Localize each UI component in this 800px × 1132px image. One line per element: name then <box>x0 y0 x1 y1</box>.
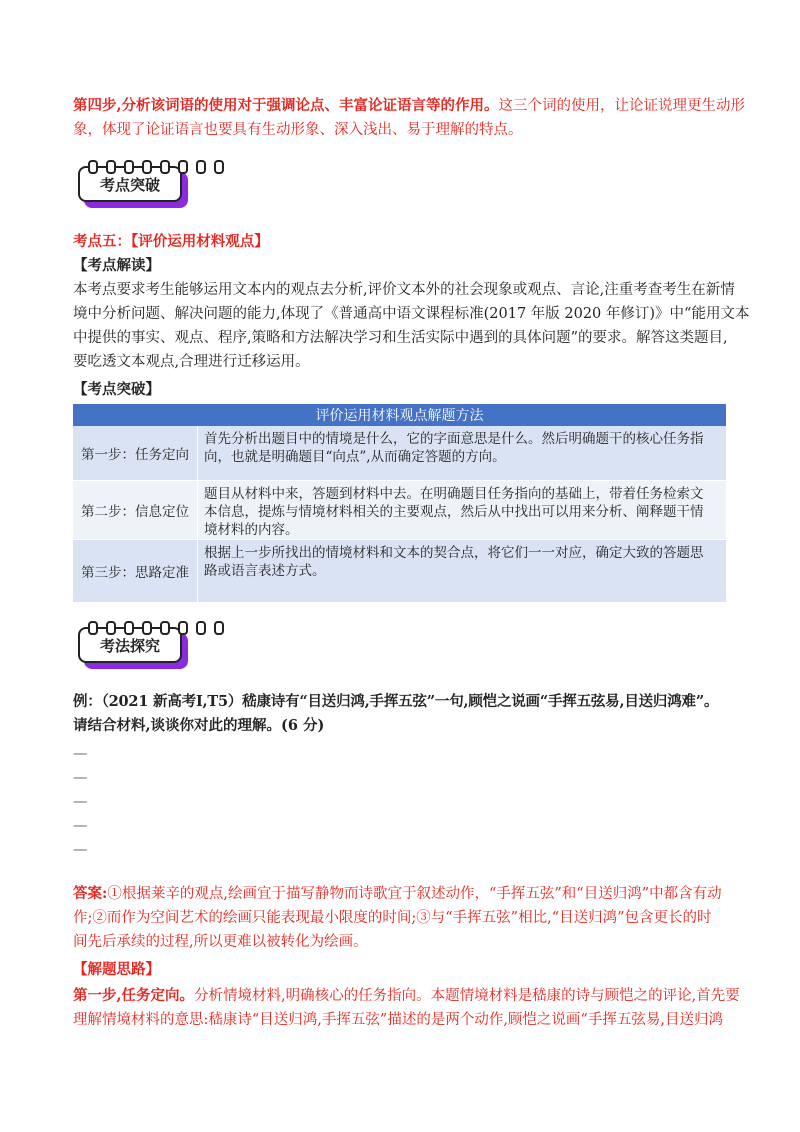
badge-card: 考点突破 <box>78 166 182 202</box>
step4-text-a: 这三个词的使用，让论证说理更生动形 <box>498 98 746 114</box>
section-heading: 考点五：【评价运用材料观点】 <box>73 233 269 250</box>
table-title: 评价运用材料观点解题方法 <box>73 404 726 426</box>
step4-label: 第四步,分析该词语的使用对于强调论点、丰富论证语言等的作用。 <box>73 97 499 114</box>
row-desc-line: 首先分析出题目中的情境是什么，它的字面意思是什么。然后明确题干的核心任务指 <box>204 431 704 447</box>
row-step: 第一步：任务定向 <box>73 426 198 480</box>
explore-badge <box>78 627 190 673</box>
answer-text-1: ①根据莱辛的观点,绘画宜于描写静物而诗歌宜于叙述动作，“手挥五弦”和“目送归鸿”中都含有动 <box>107 886 722 902</box>
thinking-label: 【解题思路】 <box>73 961 160 978</box>
row-step: 第二步：信息定位 <box>73 481 198 539</box>
thinking-line-2: 理解情境材料的意思:嵇康诗“目送归鸿,手挥五弦”描述的是两个动作,顾恺之说画“手挥五弦易,目送归鸿 <box>73 1012 723 1028</box>
answer-blank: — <box>73 770 88 786</box>
breakthrough-badge <box>78 166 190 212</box>
answer-line-3: 间先后承续的过程,所以更难以被转化为绘画。 <box>73 934 368 950</box>
intro-line-2: 象，体现了论证语言也要具有生动形象、深入浅出、易于理解的特点。 <box>73 122 523 138</box>
row-desc-line: 根据上一步所找出的情境材料和文本的契合点，将它们一一对应，确定大致的答题思 <box>204 545 704 561</box>
answer-blank: — <box>73 794 88 810</box>
example-line-2: 请结合材料,谈谈你对此的理解。(6 分) <box>73 717 325 734</box>
table-row <box>73 426 726 480</box>
row-desc-line: 向，也就是明确题目“向点”,从而确定答题的方向。 <box>204 449 506 465</box>
example-line-1: 例：（2021 新高考Ⅰ,T5）嵇康诗有“目送归鸿,手挥五弦”一句,顾恺之说画“手挥五弦易,目送归鸿难”。 <box>73 693 719 710</box>
interpret-line-2: 境中分析问题、解决问题的能力,体现了《普通高中语文课程标准(2017 年版 2020 年修订)》中“能用文本 <box>73 306 750 322</box>
row-desc <box>198 540 726 602</box>
badge-card: 考法探究 <box>78 627 182 663</box>
method-table <box>73 404 726 602</box>
answer-label: 答案: <box>73 885 108 902</box>
answer-blank: — <box>73 842 88 858</box>
binder-rings-icon <box>88 160 224 174</box>
answer-line-2: 作;②而作为空间艺术的绘画只能表现最小限度的时间;③与“手挥五弦”相比,“目送归鸿”包含更长的时 <box>73 910 712 926</box>
table-row <box>73 540 726 602</box>
answer-line-1 <box>73 882 722 906</box>
thinking-step1-label: 第一步,任务定向。 <box>73 987 195 1004</box>
thinking-step1-text: 分析情境材料,明确核心的任务指向。本题情境材料是嵇康的诗与顾恺之的评论,首先要 <box>194 988 740 1004</box>
row-desc <box>198 481 726 539</box>
binder-rings-icon <box>88 621 224 635</box>
row-desc-line: 题目从材料中来，答题到材料中去。在明确题目任务指向的基础上，带着任务检索文 <box>204 486 704 502</box>
row-desc <box>198 426 726 480</box>
answer-blank: — <box>73 818 88 834</box>
answer-blank: — <box>73 746 88 762</box>
row-desc-line: 路或语言表述方式。 <box>204 563 326 579</box>
intro-line-1 <box>73 94 745 118</box>
table-row <box>73 481 726 539</box>
row-desc-line: 本信息，提炼与情境材料相关的主要观点，然后从中找出可以用来分析、阐释题干情 <box>204 504 704 520</box>
row-desc-line: 境材料的内容。 <box>204 522 299 538</box>
interpret-line-1: 本考点要求考生能够运用文本内的观点去分析,评价文本外的社会现象或观点、言论,注重考查考生在新情 <box>73 282 735 298</box>
interpret-line-4: 要吃透文本观点,合理进行迁移运用。 <box>73 354 310 370</box>
row-step: 第三步：思路定准 <box>73 540 198 602</box>
interpret-label: 【考点解读】 <box>73 257 160 274</box>
thinking-line-1 <box>73 984 740 1008</box>
breakthrough-label: 【考点突破】 <box>73 381 160 398</box>
interpret-line-3: 中提供的事实、观点、程序,策略和方法解决学习和生活实际中遇到的具体问题”的要求。解答这类题目, <box>73 330 728 346</box>
